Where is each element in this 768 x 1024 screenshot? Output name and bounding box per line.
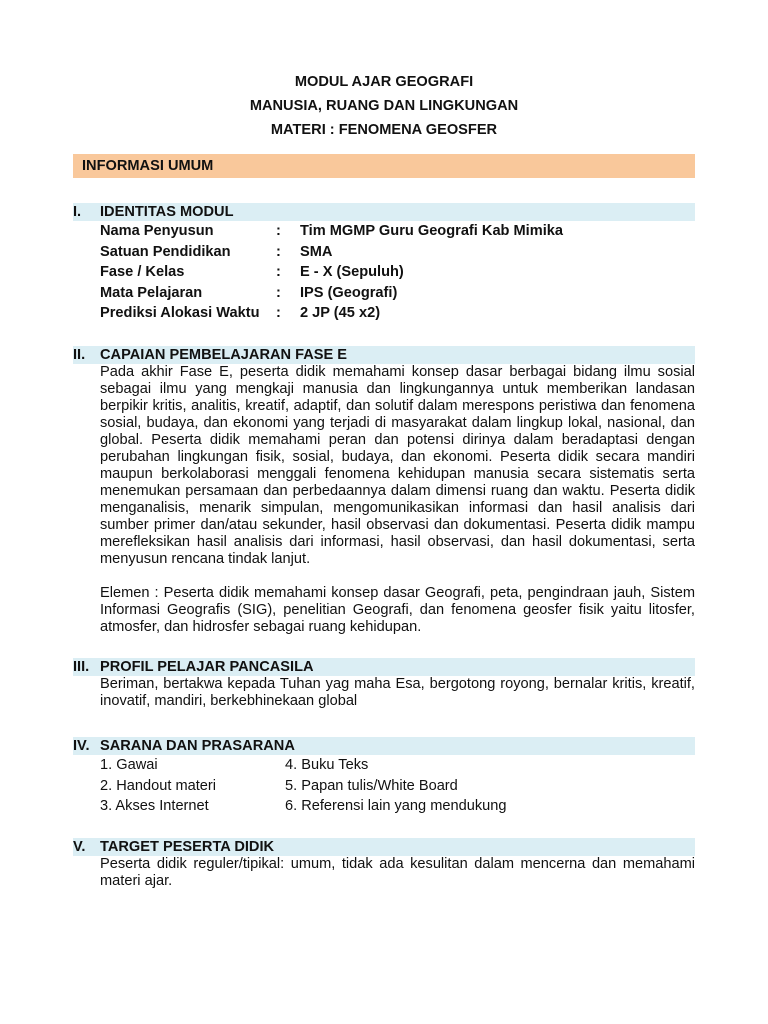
list-item: 2. Handout materi	[100, 777, 217, 794]
section-header	[73, 658, 695, 676]
title-line-1: MODUL AJAR GEOGRAFI	[294, 74, 474, 90]
section-title: IDENTITAS MODUL	[100, 204, 234, 220]
section-header	[73, 838, 695, 856]
informasi-umum-banner: INFORMASI UMUM	[73, 154, 695, 178]
section-title: PROFIL PELAJAR PANCASILA	[100, 659, 314, 675]
section-capaian-pembelajaran	[73, 346, 695, 636]
list-item: 4. Buku Teks	[285, 757, 369, 773]
identity-value: 2 JP (45 x2)	[300, 305, 381, 321]
elemen-paragraph: Elemen : Peserta didik memahami konsep dasar Geografi, peta, pengindraan jauh, Sistem Informasi Geografis (SIG), penelitian Geografi, dan fenomena geosfer fisik yaitu litosfer, atmosfer, dan hidrosfer sebagai ruang kehidupan.	[100, 585, 695, 635]
section-identitas-modul	[73, 203, 695, 324]
identity-value: E - X (Sepuluh)	[300, 264, 404, 280]
title-line-2: MANUSIA, RUANG DAN LINGKUNGAN	[249, 98, 519, 114]
section-header	[73, 203, 695, 221]
sarana-list	[100, 755, 695, 817]
identity-key: Satuan Pendidikan	[100, 243, 231, 260]
identity-row	[100, 262, 695, 283]
capaian-paragraph: Pada akhir Fase E, peserta didik memahami konsep dasar berbagai bidang ilmu sosial sebagai ilmu yang mengkaji manusia dan lingkungannya untuk memberikan landasan berpikir kritis, analitis, kreatif, adaptif, dan solutif dalam merespons peristiwa dan fenomena sosial, budaya, dan ekonomi yang terjadi di masyarakat dalam lingkup lokal, nasional, dan global. Peserta didik memahami peran dan potensi dirinya dalam beradaptasi dengan perubahan lingkungan fisik, sosial, budaya, dan ekonomi. Peserta didik secara mandiri maupun berkolaborasi menggali fenomena kehidupan manusia secara sistematis serta menemukan persamaan dan perbedaannya dalam dimensi ruang dan waktu. Peserta didik menganalisis, menarik simpulan, mengomunikasikan informasi dan hasil analisis dari sumber primer dan/atau sekunder, hasil observasi dan dokumentasi. Peserta didik mampu merefleksikan hasil analisis dari informasi, hasil observasi, dan hasil dokumentasi, serta menyusun rencana tindak lanjut.	[100, 364, 695, 567]
identity-colon: :	[276, 305, 281, 321]
title-line-3: MATERI : FENOMENA GEOSFER	[270, 122, 498, 138]
target-text: Peserta didik reguler/tipikal: umum, tidak ada kesulitan dalam mencerna dan memahami materi ajar.	[100, 856, 695, 889]
list-item: 6. Referensi lain yang mendukung	[285, 798, 507, 814]
section-header	[73, 737, 695, 755]
identity-row	[100, 242, 695, 263]
identity-value: SMA	[300, 243, 333, 260]
list-item: 1. Gawai	[100, 757, 158, 773]
section-target-peserta	[73, 838, 695, 890]
section-header	[73, 346, 695, 364]
identity-row	[100, 303, 695, 324]
section-sarana-prasarana	[73, 737, 695, 817]
identity-table	[100, 221, 695, 324]
section-number: I.	[73, 204, 82, 220]
identity-colon: :	[276, 284, 281, 301]
identity-value: IPS (Geografi)	[300, 284, 398, 301]
document-title	[0, 70, 768, 142]
identity-key: Prediksi Alokasi Waktu	[100, 305, 260, 321]
identity-colon: :	[276, 223, 281, 239]
section-number: III.	[73, 659, 90, 675]
section-number: II.	[73, 347, 86, 363]
identity-row	[100, 283, 695, 304]
list-item: 5. Papan tulis/White Board	[285, 777, 458, 794]
list-item: 3. Akses Internet	[100, 798, 209, 814]
identity-key: Nama Penyusun	[100, 223, 214, 239]
section-number: IV.	[73, 738, 90, 754]
section-title: CAPAIAN PEMBELAJARAN FASE E	[100, 347, 348, 363]
section-title: TARGET PESERTA DIDIK	[100, 839, 275, 855]
identity-key: Mata Pelajaran	[100, 284, 203, 301]
identity-key: Fase / Kelas	[100, 264, 185, 280]
section-body	[100, 364, 695, 636]
identity-colon: :	[276, 243, 281, 260]
section-profil-pelajar	[73, 658, 695, 710]
section-number: V.	[73, 839, 86, 855]
identity-row	[100, 221, 695, 242]
profil-text: Beriman, bertakwa kepada Tuhan yag maha Esa, bergotong royong, bernalar kritis, kreatif, inovatif, mandiri, berkebhinekaan global	[100, 676, 695, 709]
identity-colon: :	[276, 264, 281, 280]
section-title: SARANA DAN PRASARANA	[100, 738, 295, 754]
identity-value: Tim MGMP Guru Geografi Kab Mimika	[300, 223, 564, 239]
